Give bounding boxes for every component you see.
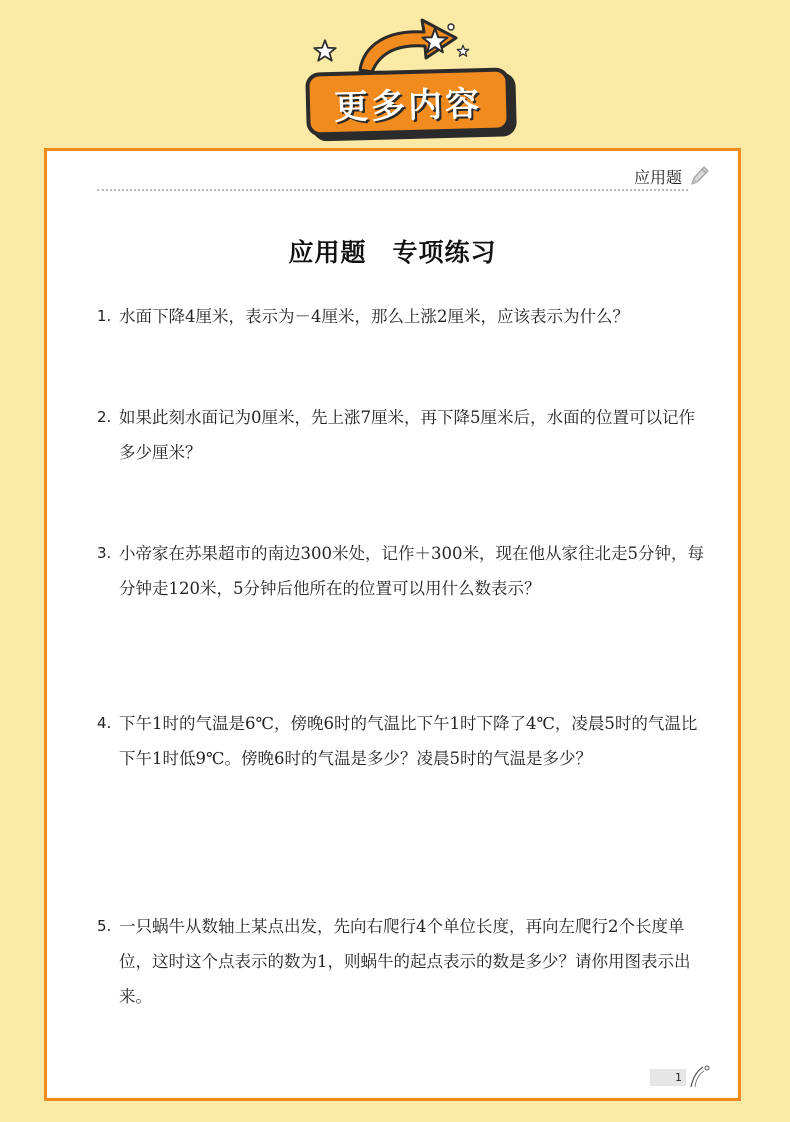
star-icon [456,44,470,58]
question-number: 5. [97,917,112,935]
page-curl-decoration-icon [687,1063,715,1091]
question-text: 水面下降4厘米，表示为－4厘米，那么上涨2厘米，应该表示为什么？ [119,307,629,326]
banner-button[interactable] [305,67,511,136]
header-divider [97,189,688,191]
question-text: 下午1时的气温是6℃，傍晚6时的气温比下午1时下降了4℃，凌晨5时的气温比下午1时低9℃。傍晚6时的气温是多少？凌晨5时的气温是多少？ [119,714,698,768]
star-icon [312,38,338,64]
question-item [97,299,707,334]
section-header [634,164,710,188]
section-header-label: 应用题 [633,167,682,187]
sparkle-icon [446,22,456,32]
question-item [97,909,707,1014]
banner-label: 更多内容 [333,83,483,128]
question-item [97,400,707,470]
page-number: 1 [650,1069,686,1086]
question-number: 1. [97,307,112,325]
more-content-banner[interactable] [296,12,526,132]
question-number: 2. [97,408,112,426]
worksheet-page [44,148,741,1101]
question-text: 一只蜗牛从数轴上某点出发，先向右爬行4个单位长度，再向左爬行2个长度单位，这时这个点表示的数为1，则蜗牛的起点表示的数是多少？请你用图表示出来。 [119,917,691,1006]
question-item [97,706,707,776]
question-item [97,536,707,606]
question-text: 如果此刻水面记为0厘米，先上涨7厘米，再下降5厘米后，水面的位置可以记作多少厘米？ [119,408,695,462]
question-number: 4. [97,714,112,732]
question-text: 小帝家在苏果超市的南边300米处，记作＋300米，现在他从家往北走5分钟，每分钟走120米，5分钟后他所在的位置可以用什么数表示？ [119,544,704,598]
pencil-icon [688,164,710,188]
page-title: 应用题 专项练习 [288,238,497,267]
question-number: 3. [97,544,112,562]
